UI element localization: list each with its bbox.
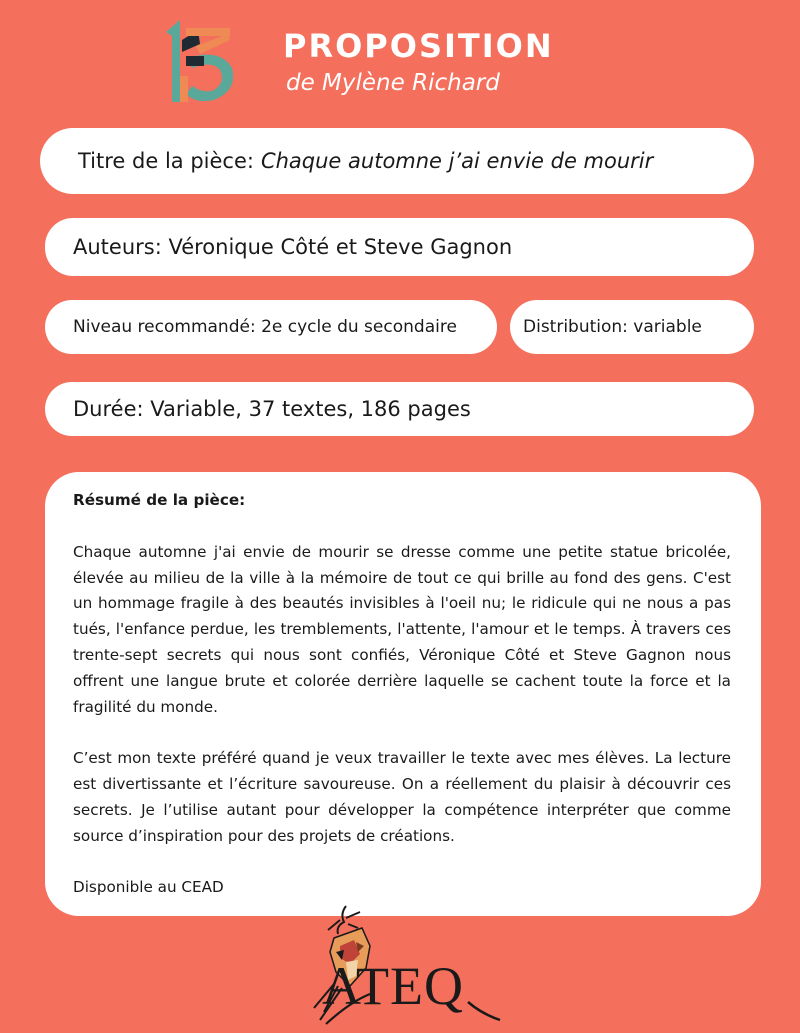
duration-box [45, 382, 754, 436]
play-title-label: Titre de la pièce: [78, 149, 254, 173]
availability-text: Disponible au CEAD [73, 878, 224, 897]
play-title-box [40, 128, 754, 194]
author-of-proposition: de Mylène Richard [286, 70, 500, 96]
ateq-logo [300, 902, 520, 1030]
summary-paragraph-1: Chaque automne j'ai envie de mourir se dresse comme une petite statue bricolée, élevée au milieu de la ville à la mémoire de tout ce qui brille au fond des gens. C'est un hommage fragile à des beautés invisibles à l'oeil nu; le ridicule qui ne nous a pas tués, l'enfance perdue, les tremblements, l'attente, l'amour et le temps. À travers ces trente-sept secrets qui nous sont confiés, Véronique Côté et Steve Gagnon nous offrent une langue brute et colorée derrière laquelle se cachent toute la force et la fragilité du monde. [73, 542, 731, 716]
summary-card [45, 472, 761, 916]
distribution-text: Distribution: variable [523, 317, 702, 337]
summary-heading: Résumé de la pièce: [73, 491, 246, 509]
play-title-value: Chaque automne j’ai envie de mourir [260, 149, 654, 173]
authors-box [45, 218, 754, 276]
distribution-box [510, 300, 754, 354]
ateq-logo-text: ATEQ [322, 956, 464, 1016]
duration-text: Durée: Variable, 37 textes, 186 pages [73, 397, 471, 421]
level-box [45, 300, 497, 354]
authors-text: Auteurs: Véronique Côté et Steve Gagnon [73, 235, 513, 259]
proposition-heading: PROPOSITION [283, 27, 554, 65]
level-text: Niveau recommandé: 2e cycle du secondaire [73, 317, 457, 337]
fifteen-logo [158, 18, 240, 104]
summary-paragraph-2: C’est mon texte préféré quand je veux travailler le texte avec mes élèves. La lecture est divertissante et l’écriture savoureuse. On a réellement du plaisir à découvrir ces secrets. Je l’utilise autant pour développer la compétence interpréter que comme source d’inspiration pour des projets de créations. [73, 749, 731, 845]
